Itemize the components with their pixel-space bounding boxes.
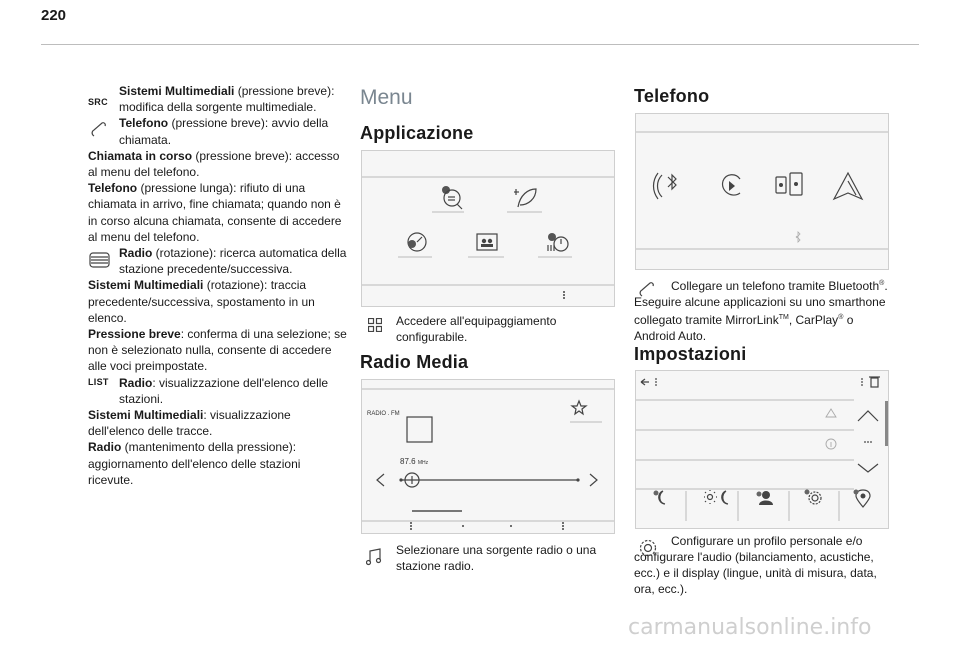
impostazioni-title: Impostazioni	[634, 344, 747, 364]
music-note-icon	[366, 548, 382, 566]
radio-frequency-unit: MHz	[417, 460, 429, 466]
p5-bold: Radio	[119, 246, 153, 261]
back-arrow-icon	[641, 379, 649, 385]
p9-bold: Sistemi Multimediali	[88, 408, 204, 423]
src-label: SRC	[88, 97, 108, 107]
bluetooth-icon	[654, 173, 677, 199]
settings-gear-icon	[805, 490, 822, 505]
scrollbar-thumb	[885, 401, 888, 446]
p6-text: (rotazione): traccia precedente/successiva, spostamento in un elenco.	[88, 278, 315, 325]
page-number: 220	[41, 7, 67, 24]
location-settings-icon	[854, 490, 871, 508]
radio-band-label: RADIO . FM	[367, 411, 400, 417]
radio-artwork-placeholder	[407, 417, 432, 442]
p3-text: (pressione breve): accesso al menu del telefono.	[88, 148, 340, 180]
p7-text: : conferma di una selezione; se non è selezionato nulla, consente di accedere alle voci preimpostate.	[88, 327, 347, 374]
gauge-settings-icon	[408, 233, 426, 251]
eco-leaf-icon	[514, 189, 536, 207]
p1-bold: Sistemi Multimediali	[119, 84, 235, 98]
grid-apps-icon	[368, 318, 382, 332]
favorite-star-icon	[572, 401, 586, 414]
radio-description: Selezionare una sorgente radio o una stazione radio.	[396, 543, 597, 573]
applicazione-screen	[361, 150, 615, 307]
p2-text: (pressione breve): avvio della chiamata.	[119, 116, 329, 147]
messages-icon	[442, 186, 462, 209]
carplay-icon	[723, 175, 740, 195]
p10-text: (mantenimento della pressione): aggiornamento dell'elenco delle stazioni ricevute.	[88, 440, 301, 487]
radio-toolbar-dots	[410, 522, 564, 530]
p6-bold: Sistemi Multimediali	[88, 278, 204, 293]
header-rule	[41, 44, 919, 45]
scroll-up-icon	[858, 411, 878, 421]
list-label: LIST	[88, 377, 109, 387]
telefono-title: Telefono	[634, 86, 710, 106]
radio-media-title: Radio Media	[360, 352, 469, 372]
p9-text: : visualizzazione dell'elenco delle tracce.	[88, 408, 291, 439]
p8-bold: Radio	[119, 375, 153, 390]
telefono-screen	[635, 113, 889, 270]
scroll-down-icon	[858, 464, 878, 472]
p5-text: (rotazione): ricerca automatica della stazione precedente/successiva.	[119, 246, 347, 277]
android-auto-icon	[834, 173, 862, 199]
brightness-icon	[704, 490, 728, 504]
more-horizontal-icon	[864, 441, 872, 443]
contacts-card-icon	[477, 234, 497, 250]
next-station-icon	[590, 474, 597, 486]
impostazioni-screen	[635, 370, 889, 529]
p8-text: : visualizzazione dell'elenco delle stazioni.	[119, 375, 329, 406]
p4-bold: Telefono	[88, 181, 138, 196]
telefono-description: Collegare un telefono tramite Bluetooth®. Eseguire alcune applicazioni su uno smarthone collegato tramite MirrorLink™, CarPlay® o Android Auto.	[634, 279, 888, 343]
warning-icon	[826, 409, 836, 417]
clock-settings-icon	[548, 233, 568, 251]
p10-bold: Radio	[88, 440, 122, 455]
night-mode-icon	[654, 491, 666, 505]
column-1-text	[88, 83, 348, 488]
user-profile-icon	[757, 491, 774, 505]
prev-station-icon	[377, 474, 384, 486]
p3-bold: Chiamata in corso	[88, 148, 193, 163]
impostazioni-description: Configurare un profilo personale e/o configurare l'audio (bilanciamento, acustiche, ecc.) e il display (lingue, unità di misura, data, ora, ecc.).	[634, 534, 877, 596]
watermark: carmanualsonline.info	[628, 615, 872, 640]
p1-text: (pressione breve): modifica della sorgente multimediale.	[119, 84, 335, 115]
bluetooth-status-icon	[796, 232, 800, 242]
mirrorlink-icon	[776, 173, 802, 195]
radio-screen	[361, 379, 615, 534]
trash-icon	[869, 377, 880, 387]
applicazione-description: Accedere all'equipaggiamento configurabile.	[396, 314, 557, 344]
applicazione-title: Applicazione	[360, 123, 474, 143]
p7-bold: Pressione breve	[88, 327, 181, 342]
menu-title: Menu	[360, 86, 413, 109]
p4-text: (pressione lunga): rifiuto di una chiamata in arrivo, fine chiamata; quando non è in corso alcuna chiamata, consente di accedere al menu del telefono.	[88, 181, 342, 244]
radio-frequency: 87.6	[400, 457, 416, 466]
p2-bold: Telefono	[119, 116, 169, 131]
more-dots-icon	[563, 291, 565, 299]
